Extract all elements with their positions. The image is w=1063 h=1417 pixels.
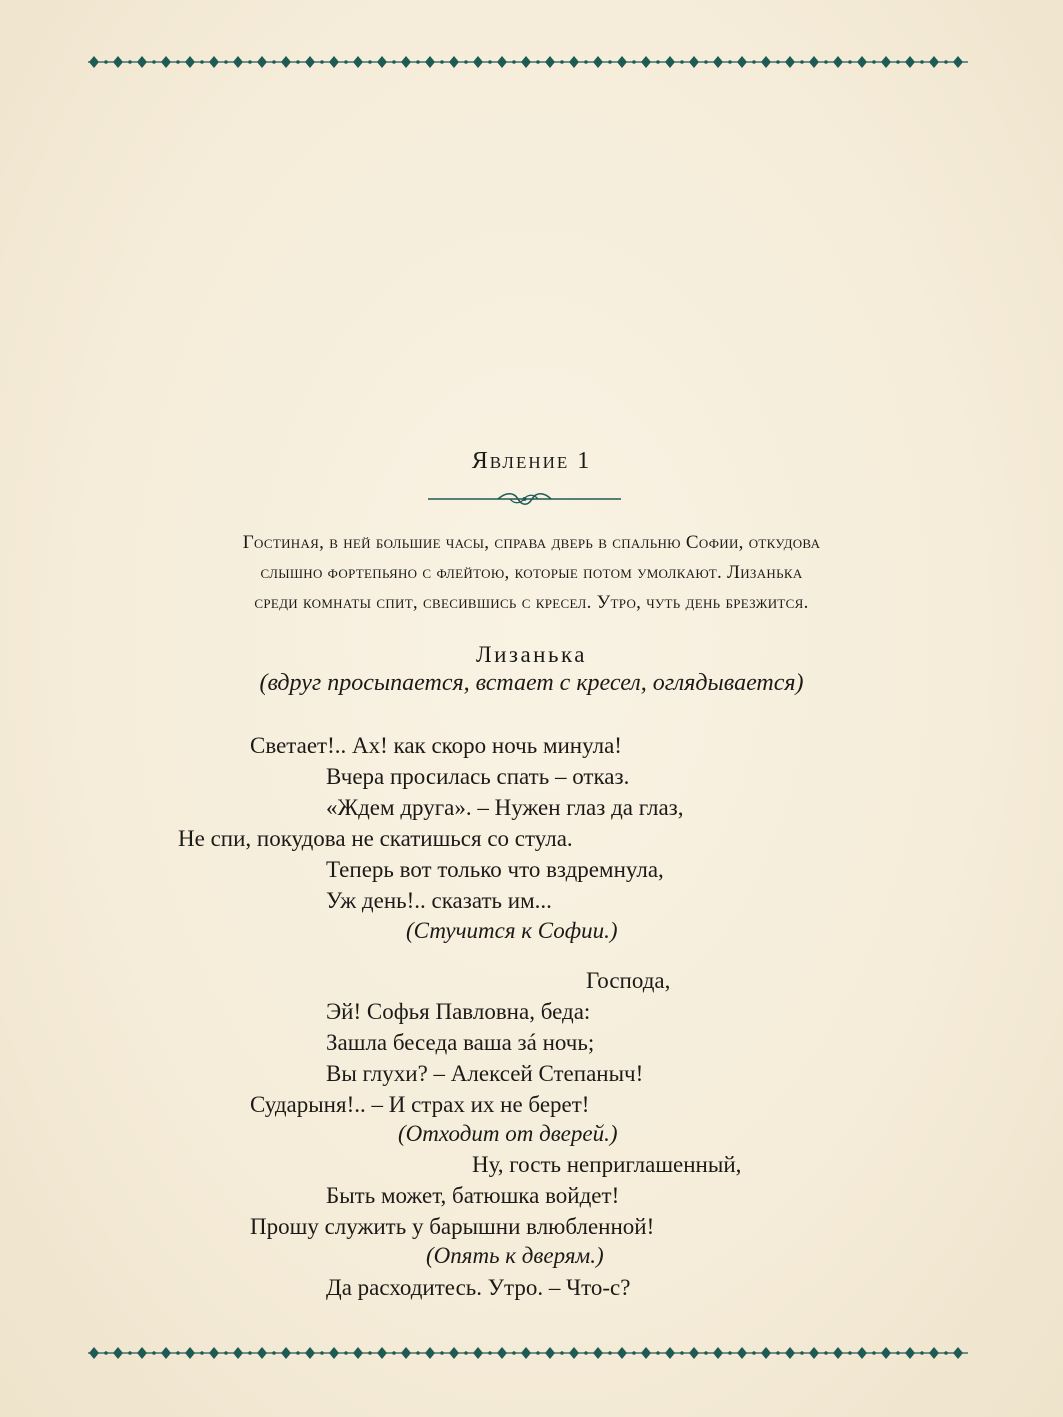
- verse-line: Сударыня!.. – И страх их не берет!: [250, 1092, 590, 1117]
- border-dot-ornament: [896, 60, 900, 64]
- verse-line: Быть может, батюшка войдет!: [326, 1183, 620, 1208]
- border-diamond-ornament: [281, 56, 291, 68]
- speaker-remark: (вдруг просыпается, встает с кресел, оглядывается): [259, 670, 804, 696]
- border-dot-ornament: [392, 1351, 396, 1355]
- border-dot-ornament: [632, 1351, 636, 1355]
- border-diamond-ornament: [929, 56, 939, 68]
- verse-line: Зашла беседа ваша зá ночь;: [326, 1030, 595, 1055]
- border-dot-ornament: [200, 60, 204, 64]
- border-dot-ornament: [536, 1351, 540, 1355]
- border-dot-ornament: [104, 60, 108, 64]
- border-dot-ornament: [272, 1351, 276, 1355]
- border-diamond-ornament: [185, 56, 195, 68]
- border-dot-ornament: [752, 1351, 756, 1355]
- border-dot-ornament: [296, 1351, 300, 1355]
- border-diamond-ornament: [761, 56, 771, 68]
- border-diamond-ornament: [449, 1347, 459, 1359]
- border-diamond-ornament: [905, 1347, 915, 1359]
- border-dot-ornament: [848, 1351, 852, 1355]
- border-dot-ornament: [800, 1351, 804, 1355]
- stage-direction-line: среди комнаты спит, свесившись с кресел. Утро, чуть день брезжится.: [254, 592, 809, 613]
- border-diamond-ornament: [257, 56, 267, 68]
- border-diamond-ornament: [713, 1347, 723, 1359]
- border-diamond-ornament: [809, 56, 819, 68]
- border-diamond-ornament: [113, 1347, 123, 1359]
- border-dot-ornament: [920, 60, 924, 64]
- border-diamond-ornament: [233, 1347, 243, 1359]
- verse-line: Прошу служить у барышни влюбленной!: [250, 1214, 655, 1239]
- border-dot-ornament: [464, 60, 468, 64]
- border-dot-ornament: [512, 1351, 516, 1355]
- stage-direction-line: Гостиная, в ней большие часы, справа дверь в спальню Софии, откудова: [242, 532, 821, 553]
- border-diamond-ornament: [857, 1347, 867, 1359]
- border-diamond-ornament: [89, 56, 99, 68]
- border-dot-ornament: [152, 1351, 156, 1355]
- border-diamond-ornament: [233, 56, 243, 68]
- border-diamond-ornament: [161, 56, 171, 68]
- border-diamond-ornament: [641, 1347, 651, 1359]
- border-dot-ornament: [848, 60, 852, 64]
- border-dot-ornament: [416, 60, 420, 64]
- border-diamond-ornament: [689, 1347, 699, 1359]
- border-dot-ornament: [824, 1351, 828, 1355]
- border-dot-ornament: [176, 60, 180, 64]
- border-diamond-ornament: [545, 56, 555, 68]
- border-diamond-ornament: [137, 1347, 147, 1359]
- border-dot-ornament: [248, 60, 252, 64]
- border-diamond-ornament: [137, 56, 147, 68]
- border-diamond-ornament: [761, 1347, 771, 1359]
- border-dot-ornament: [320, 1351, 324, 1355]
- border-diamond-ornament: [953, 56, 963, 68]
- border-diamond-ornament: [857, 56, 867, 68]
- border-diamond-ornament: [329, 1347, 339, 1359]
- border-diamond-ornament: [113, 56, 123, 68]
- border-diamond-ornament: [881, 1347, 891, 1359]
- border-diamond-ornament: [833, 56, 843, 68]
- border-diamond-ornament: [545, 1347, 555, 1359]
- border-dot-ornament: [296, 60, 300, 64]
- border-dot-ornament: [320, 60, 324, 64]
- border-dot-ornament: [776, 60, 780, 64]
- border-dot-ornament: [728, 60, 732, 64]
- border-dot-ornament: [704, 60, 708, 64]
- border-dot-ornament: [584, 60, 588, 64]
- border-diamond-ornament: [281, 1347, 291, 1359]
- border-dot-ornament: [464, 1351, 468, 1355]
- border-diamond-ornament: [305, 1347, 315, 1359]
- border-dot-ornament: [344, 60, 348, 64]
- border-diamond-ornament: [353, 1347, 363, 1359]
- verse-line: Ну, гость неприглашенный,: [472, 1152, 742, 1177]
- border-dot-ornament: [560, 1351, 564, 1355]
- verse-line: «Ждем друга». – Нужен глаз да глаз,: [326, 795, 684, 820]
- border-dot-ornament: [104, 1351, 108, 1355]
- border-dot-ornament: [656, 1351, 660, 1355]
- border-diamond-ornament: [449, 56, 459, 68]
- border-diamond-ornament: [521, 1347, 531, 1359]
- border-dot-ornament: [824, 60, 828, 64]
- border-dot-ornament: [224, 60, 228, 64]
- border-diamond-ornament: [737, 1347, 747, 1359]
- border-dot-ornament: [152, 60, 156, 64]
- border-diamond-ornament: [305, 56, 315, 68]
- border-diamond-ornament: [209, 1347, 219, 1359]
- border-dot-ornament: [512, 60, 516, 64]
- border-diamond-ornament: [473, 56, 483, 68]
- border-dot-ornament: [488, 1351, 492, 1355]
- border-diamond-ornament: [497, 56, 507, 68]
- border-dot-ornament: [248, 1351, 252, 1355]
- border-diamond-ornament: [377, 1347, 387, 1359]
- border-dot-ornament: [704, 1351, 708, 1355]
- border-diamond-ornament: [569, 1347, 579, 1359]
- border-dot-ornament: [560, 60, 564, 64]
- border-dot-ornament: [680, 60, 684, 64]
- verse-line: Не спи, покудова не скатишься со стула.: [178, 826, 573, 851]
- border-diamond-ornament: [257, 1347, 267, 1359]
- border-diamond-ornament: [713, 56, 723, 68]
- verse-line: Вы глухи? – Алексей Степаныч!: [326, 1061, 644, 1086]
- border-diamond-ornament: [569, 56, 579, 68]
- border-diamond-ornament: [617, 1347, 627, 1359]
- stage-remark: (Отходит от дверей.): [398, 1121, 618, 1146]
- page-title: Явление 1: [471, 448, 592, 474]
- border-dot-ornament: [200, 1351, 204, 1355]
- ornamental-border-top: [88, 54, 968, 70]
- border-diamond-ornament: [929, 1347, 939, 1359]
- verse-line: Господа,: [586, 968, 671, 993]
- border-dot-ornament: [176, 1351, 180, 1355]
- ornamental-border-bottom: [88, 1345, 968, 1361]
- border-dot-ornament: [608, 60, 612, 64]
- border-diamond-ornament: [329, 56, 339, 68]
- border-diamond-ornament: [161, 1347, 171, 1359]
- border-dot-ornament: [944, 1351, 948, 1355]
- border-dot-ornament: [368, 60, 372, 64]
- border-diamond-ornament: [353, 56, 363, 68]
- stage-direction: [140, 528, 923, 618]
- border-dot-ornament: [128, 1351, 132, 1355]
- border-dot-ornament: [584, 1351, 588, 1355]
- border-diamond-ornament: [593, 56, 603, 68]
- border-diamond-ornament: [425, 56, 435, 68]
- verse-line: Светает!.. Ах! как скоро ночь минула!: [250, 733, 622, 758]
- verse-line: Теперь вот только что вздремнула,: [326, 857, 664, 882]
- border-diamond-ornament: [89, 1347, 99, 1359]
- border-dot-ornament: [896, 1351, 900, 1355]
- border-dot-ornament: [776, 1351, 780, 1355]
- border-diamond-ornament: [185, 1347, 195, 1359]
- border-diamond-ornament: [521, 56, 531, 68]
- border-dot-ornament: [920, 1351, 924, 1355]
- border-diamond-ornament: [689, 56, 699, 68]
- border-diamond-ornament: [833, 1347, 843, 1359]
- verse-line: Уж день!.. сказать им...: [326, 888, 552, 913]
- border-dot-ornament: [536, 60, 540, 64]
- border-dot-ornament: [680, 1351, 684, 1355]
- border-diamond-ornament: [953, 1347, 963, 1359]
- border-dot-ornament: [608, 1351, 612, 1355]
- border-dot-ornament: [752, 60, 756, 64]
- border-diamond-ornament: [737, 56, 747, 68]
- verse-line: Эй! Софья Павловна, беда:: [326, 999, 591, 1024]
- border-diamond-ornament: [497, 1347, 507, 1359]
- border-dot-ornament: [872, 60, 876, 64]
- border-dot-ornament: [632, 60, 636, 64]
- border-diamond-ornament: [617, 56, 627, 68]
- border-diamond-ornament: [785, 56, 795, 68]
- border-diamond-ornament: [401, 1347, 411, 1359]
- border-dot-ornament: [656, 60, 660, 64]
- border-diamond-ornament: [905, 56, 915, 68]
- border-diamond-ornament: [785, 1347, 795, 1359]
- border-dot-ornament: [128, 60, 132, 64]
- border-diamond-ornament: [881, 56, 891, 68]
- border-diamond-ornament: [473, 1347, 483, 1359]
- border-diamond-ornament: [425, 1347, 435, 1359]
- border-diamond-ornament: [209, 56, 219, 68]
- border-dot-ornament: [368, 1351, 372, 1355]
- border-diamond-ornament: [401, 56, 411, 68]
- border-dot-ornament: [440, 60, 444, 64]
- border-diamond-ornament: [809, 1347, 819, 1359]
- border-diamond-ornament: [665, 56, 675, 68]
- border-diamond-ornament: [641, 56, 651, 68]
- border-dot-ornament: [488, 60, 492, 64]
- speaker-name: Лизанька: [475, 642, 588, 667]
- border-dot-ornament: [728, 1351, 732, 1355]
- border-dot-ornament: [392, 60, 396, 64]
- stage-remark: (Стучится к Софии.): [406, 918, 618, 943]
- border-diamond-ornament: [665, 1347, 675, 1359]
- border-dot-ornament: [440, 1351, 444, 1355]
- border-dot-ornament: [872, 1351, 876, 1355]
- border-diamond-ornament: [593, 1347, 603, 1359]
- border-dot-ornament: [344, 1351, 348, 1355]
- verse-line: Вчера просилась спать – отказ.: [326, 764, 630, 789]
- title-flourish-ornament: [428, 490, 621, 508]
- border-dot-ornament: [224, 1351, 228, 1355]
- stage-remark: (Опять к дверям.): [426, 1243, 604, 1268]
- border-diamond-ornament: [377, 56, 387, 68]
- verse-line: Да расходитесь. Утро. – Что-с?: [326, 1275, 631, 1300]
- border-dot-ornament: [416, 1351, 420, 1355]
- border-dot-ornament: [944, 60, 948, 64]
- border-dot-ornament: [800, 60, 804, 64]
- stage-direction-line: слышно фортепьяно с флейтою, которые потом умолкают. Лизанька: [260, 562, 803, 583]
- border-dot-ornament: [272, 60, 276, 64]
